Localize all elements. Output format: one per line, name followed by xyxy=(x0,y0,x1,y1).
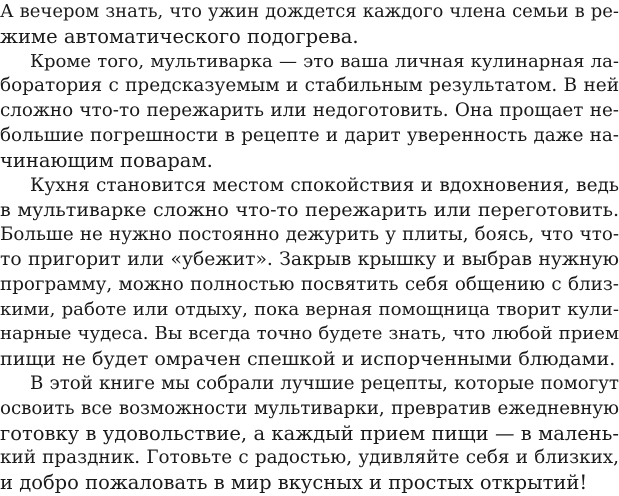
paragraph-3 xyxy=(0,174,619,372)
text-line: нарные чудеса. Вы всегда точно будете знать, что любой прием xyxy=(0,323,619,345)
paragraph-4 xyxy=(0,372,619,496)
text-line: сложно что-то пережарить или недоготовить. Она прощает не- xyxy=(0,100,619,122)
text-line: боратория с предсказуемым и стабильным результатом. В ней xyxy=(0,75,619,97)
text-line: Больше не нужно постоянно дежурить у плиты, боясь, что что- xyxy=(0,224,619,246)
text-line: Кухня становится местом спокойствия и вдохновения, ведь xyxy=(30,174,619,196)
text-line: жиме автоматического подогрева. xyxy=(0,24,359,48)
text-line: пищи не будет омрачен спешкой и испорченными блюдами. xyxy=(0,347,616,371)
text-line: и добро пожаловать в мир вкусных и простых открытий! xyxy=(0,471,588,495)
text-line: готовку в удовольствие, а каждый прием пищи — в малень- xyxy=(0,421,619,445)
text-line: чинающим поварам. xyxy=(0,148,213,172)
text-line: большие погрешности в рецепте и дарит уверенность даже на- xyxy=(0,124,619,146)
text-line: Кроме того, мультиварка — это ваша личная кулинарная ла- xyxy=(30,50,619,72)
text-line: В этой книге мы собрали лучшие рецепты, которые помогут xyxy=(30,372,619,394)
text-line: кими, работе или отдыху, пока верная помощница творит кули- xyxy=(0,298,619,320)
text-line: кий праздник. Готовьте с радостью, удивляйте себя и близких, xyxy=(0,447,619,469)
text-line: освоить все возможности мультиварки, превратив ежедневную xyxy=(0,397,619,419)
text-line: в мультиварке сложно что-то пережарить или переготовить. xyxy=(0,199,619,222)
paragraph-2 xyxy=(0,50,619,174)
text-line: А вечером знать, что ужин дождется каждого члена семьи в ре- xyxy=(0,1,619,22)
text-line: программу, можно полностью посвятить себя общению с близ- xyxy=(0,273,619,295)
text-line: то пригорит или «убежит». Закрыв крышку и выбрав нужную xyxy=(0,248,619,270)
paragraph-1 xyxy=(0,0,619,50)
